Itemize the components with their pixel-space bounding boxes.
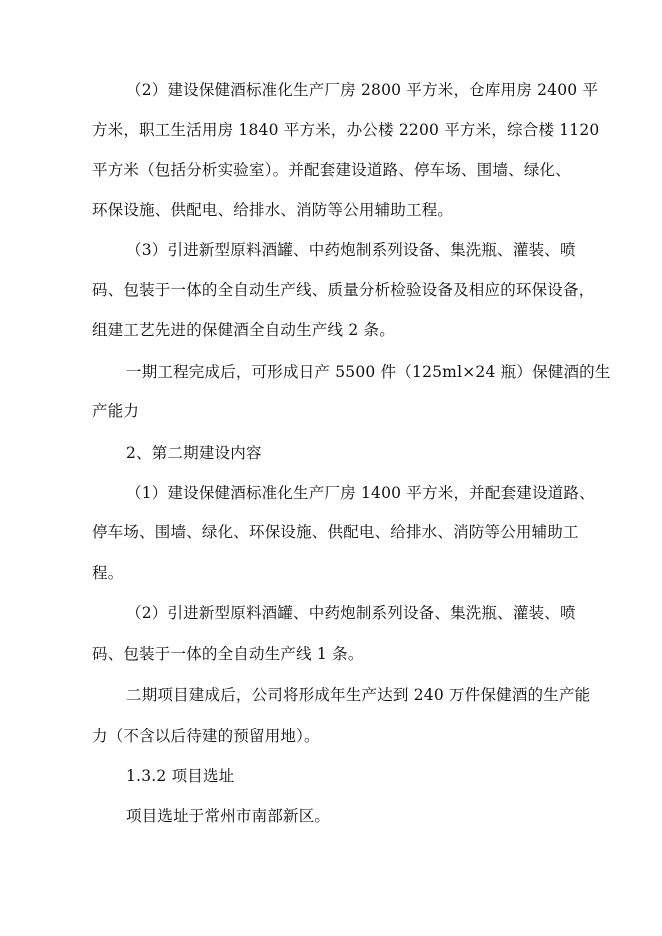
paragraph-6-line-1: （2）引进新型原料酒罐、中药炮制系列设备、集洗瓶、灌装、喷 <box>126 604 576 622</box>
paragraph-2-line-2: 码、包装于一体的全自动生产线、质量分析检验设备及相应的环保设备， <box>92 281 595 299</box>
paragraph-6-line-2: 码、包装于一体的全自动生产线 1 条。 <box>92 645 364 663</box>
paragraph-7-line-1: 二期项目建成后，公司将形成年生产达到 240 万件保健酒的生产能 <box>126 686 591 704</box>
paragraph-7-line-2: 力（不含以后待建的预留用地）。 <box>92 727 320 745</box>
paragraph-2-line-3: 组建工艺先进的保健酒全自动生产线 2 条。 <box>92 321 395 339</box>
paragraph-2-line-1: （3）引进新型原料酒罐、中药炮制系列设备、集洗瓶、灌装、喷 <box>126 241 576 259</box>
paragraph-1-line-1: （2）建设保健酒标准化生产厂房 2800 平方米，仓库用房 2400 平 <box>126 81 599 99</box>
paragraph-1-line-2: 方米，职工生活用房 1840 平方米，办公楼 2200 平方米，综合楼 1120 <box>92 121 600 139</box>
paragraph-9-line-1: 项目选址于常州市南部新区。 <box>126 807 331 825</box>
paragraph-3-line-1: 一期工程完成后，可形成日产 5500 件（125ml×24 瓶）保健酒的生 <box>126 363 611 381</box>
section-heading-phase-2: 2、第二期建设内容 <box>126 444 262 462</box>
paragraph-5-line-2: 停车场、围墙、绿化、环保设施、供配电、给排水、消防等公用辅助工 <box>92 523 579 541</box>
paragraph-3-line-2: 产能力 <box>92 402 140 420</box>
paragraph-5-line-3: 程。 <box>92 564 124 582</box>
section-heading-site-selection: 1.3.2 项目选址 <box>126 767 235 785</box>
paragraph-1-line-4: 环保设施、供配电、给排水、消防等公用辅助工程。 <box>92 201 454 219</box>
paragraph-5-line-1: （1）建设保健酒标准化生产厂房 1400 平方米，并配套建设道路、 <box>126 484 595 502</box>
paragraph-1-line-3: 平方米（包括分析实验室）。并配套建设道路、停车场、围墙、绿化、 <box>92 161 571 179</box>
